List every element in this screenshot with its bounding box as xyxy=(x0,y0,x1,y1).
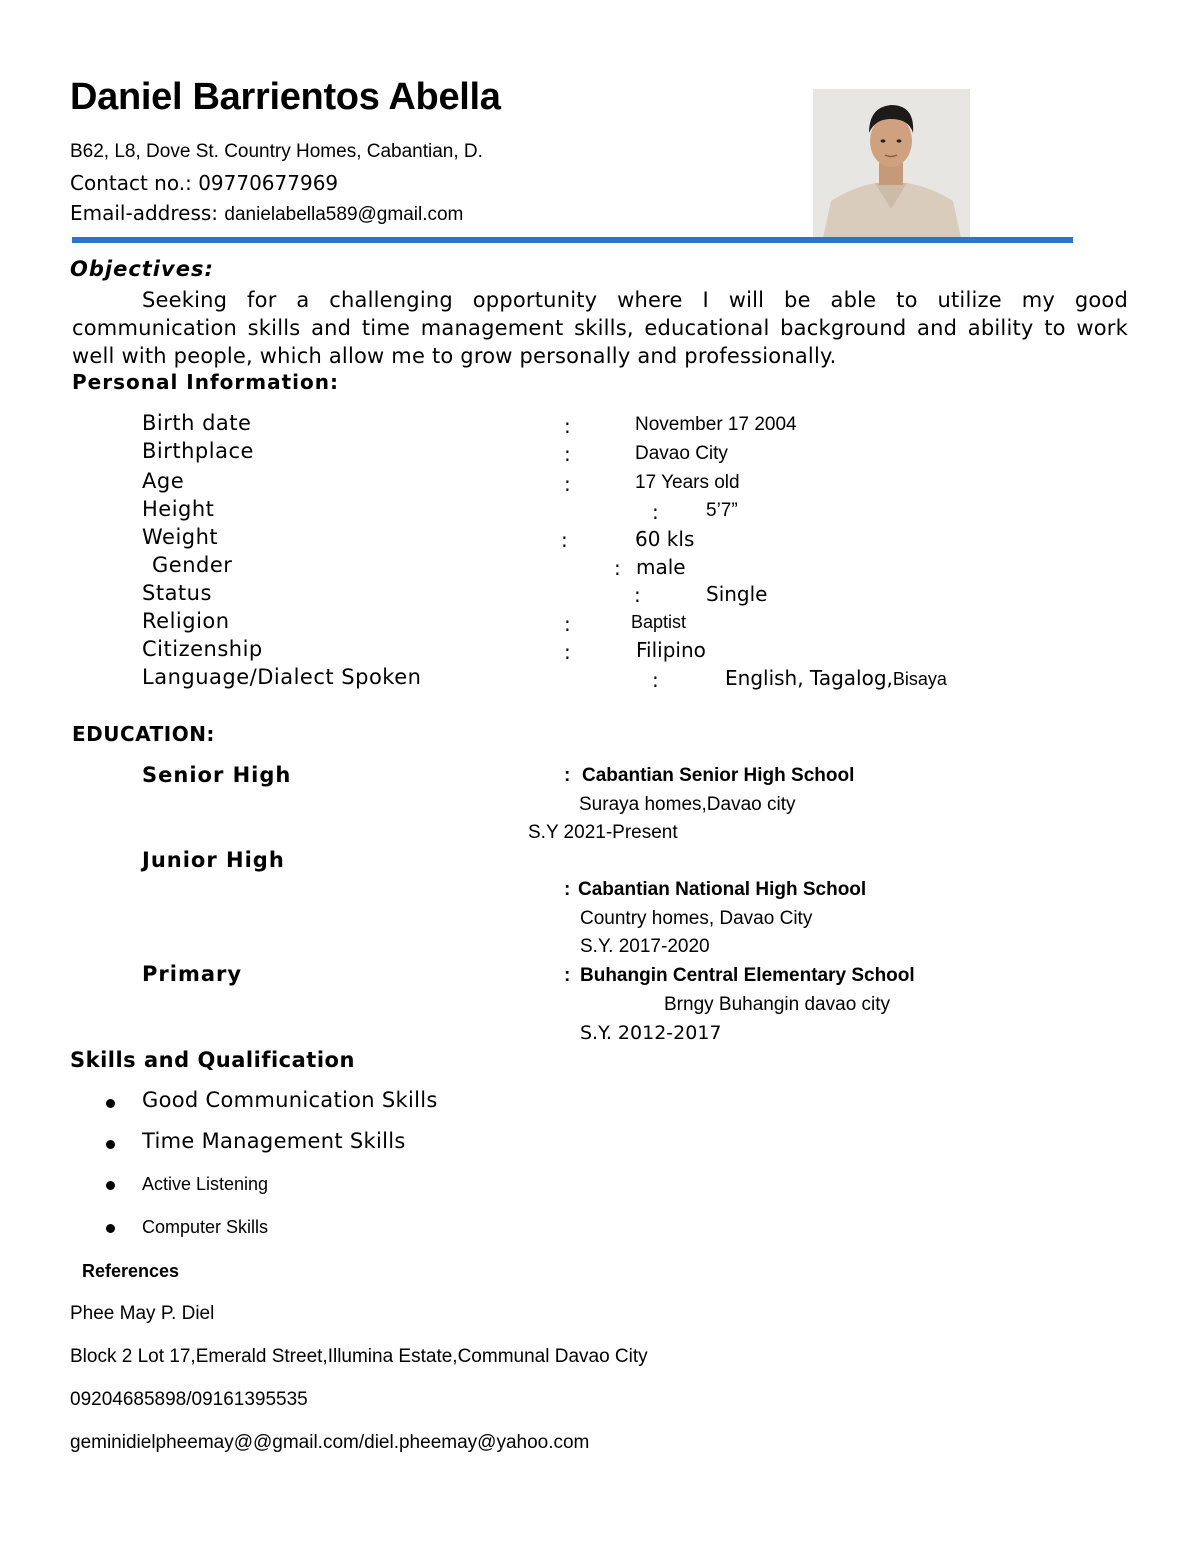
contact-number: 09770677969 xyxy=(198,171,339,195)
objectives-heading: Objectives: xyxy=(70,257,214,281)
edu-level-primary: Primary xyxy=(142,962,243,986)
pi-value-birthplace: Davao City xyxy=(635,443,728,464)
reference-phone: 09204685898/09161395535 xyxy=(70,1389,308,1410)
pi-colon: : xyxy=(564,472,571,496)
pi-colon: : xyxy=(652,668,659,692)
edu-level-senior: Senior High xyxy=(142,763,292,787)
skill-item: Time Management Skills xyxy=(142,1129,406,1153)
email-line xyxy=(70,201,463,226)
pi-label-status: Status xyxy=(142,581,212,605)
pi-label-birthplace: Birthplace xyxy=(142,439,254,463)
address-line: B62, L8, Dove St. Country Homes, Cabantian, D. xyxy=(70,141,483,162)
pi-label-age: Age xyxy=(142,469,185,493)
pi-label-weight: Weight xyxy=(142,525,219,549)
pi-value-status: Single xyxy=(706,582,768,606)
edu-address-primary: Brngy Buhangin davao city xyxy=(664,994,891,1015)
email-label: Email-address: xyxy=(70,201,219,225)
education-heading: EDUCATION: xyxy=(72,722,215,746)
pi-label-religion: Religion xyxy=(142,609,230,633)
edu-address-senior: Suraya homes,Davao city xyxy=(579,794,796,815)
pi-label-gender: Gender xyxy=(152,553,233,577)
edu-year-senior: S.Y 2021-Present xyxy=(528,822,678,843)
reference-address: Block 2 Lot 17,Emerald Street,Illumina Estate,Communal Davao City xyxy=(70,1346,648,1367)
skill-item: Computer Skills xyxy=(142,1217,269,1237)
edu-colon: : xyxy=(564,879,571,900)
skills-heading: Skills and Qualification xyxy=(70,1048,355,1072)
bullet-icon xyxy=(106,1140,115,1149)
pi-value-language xyxy=(725,666,947,690)
profile-photo xyxy=(813,89,970,238)
edu-level-junior: Junior High xyxy=(142,848,285,872)
pi-value-weight: 60 kls xyxy=(635,527,695,551)
edu-year-primary: S.Y. 2012-2017 xyxy=(580,1022,722,1044)
pi-value-citizenship: Filipino xyxy=(636,638,706,662)
references-heading: References xyxy=(82,1261,180,1281)
pi-colon: : xyxy=(561,528,568,552)
skill-item: Good Communication Skills xyxy=(142,1088,438,1112)
contact-line xyxy=(70,171,338,195)
pi-value-language-main: English, Tagalog, xyxy=(725,666,893,690)
edu-year-junior: S.Y. 2017-2020 xyxy=(580,936,710,957)
objectives-text xyxy=(72,286,1128,370)
bullet-icon xyxy=(106,1099,115,1108)
edu-colon: : xyxy=(564,965,571,986)
reference-name: Phee May P. Diel xyxy=(70,1303,215,1324)
reference-email: geminidielpheemay@@gmail.com/diel.pheemay@yahoo.com xyxy=(70,1432,590,1453)
objectives-paragraph: Seeking for a challenging opportunity where I will be able to utilize my good communication skills and time management skills, educational background and ability to work well with people, which allow me to grow personally and professionally. xyxy=(72,288,1128,368)
pi-colon: : xyxy=(634,583,641,607)
edu-address-junior: Country homes, Davao City xyxy=(580,908,813,929)
pi-value-religion: Baptist xyxy=(631,612,687,632)
bullet-icon xyxy=(106,1224,115,1233)
edu-school-junior: Cabantian National High School xyxy=(578,879,867,900)
bullet-icon xyxy=(106,1181,115,1190)
pi-colon: : xyxy=(614,556,621,580)
pi-value-language-extra: Bisaya xyxy=(892,669,947,689)
pi-colon: : xyxy=(564,640,571,664)
edu-colon: : xyxy=(564,765,571,786)
edu-school-primary: Buhangin Central Elementary School xyxy=(580,965,915,986)
personal-info-heading: Personal Information: xyxy=(72,370,339,394)
pi-label-language: Language/Dialect Spoken xyxy=(142,665,422,689)
pi-colon: : xyxy=(652,500,659,524)
pi-label-birth-date: Birth date xyxy=(142,411,252,435)
skill-item: Active Listening xyxy=(142,1174,269,1194)
pi-colon: : xyxy=(564,442,571,466)
pi-label-height: Height xyxy=(142,497,215,521)
pi-colon: : xyxy=(564,612,571,636)
contact-label: Contact no.: xyxy=(70,171,192,195)
pi-value-age: 17 Years old xyxy=(635,472,740,493)
edu-school-senior: Cabantian Senior High School xyxy=(582,765,855,786)
pi-value-gender: male xyxy=(636,555,686,579)
pi-value-birth-date: November 17 2004 xyxy=(635,414,797,435)
email-value: danielabella589@gmail.com xyxy=(224,204,464,225)
pi-value-height: 5’7” xyxy=(706,500,738,521)
pi-label-citizenship: Citizenship xyxy=(142,637,263,661)
header-divider xyxy=(72,237,1073,243)
pi-colon: : xyxy=(564,414,571,438)
applicant-name: Daniel Barrientos Abella xyxy=(70,76,501,118)
